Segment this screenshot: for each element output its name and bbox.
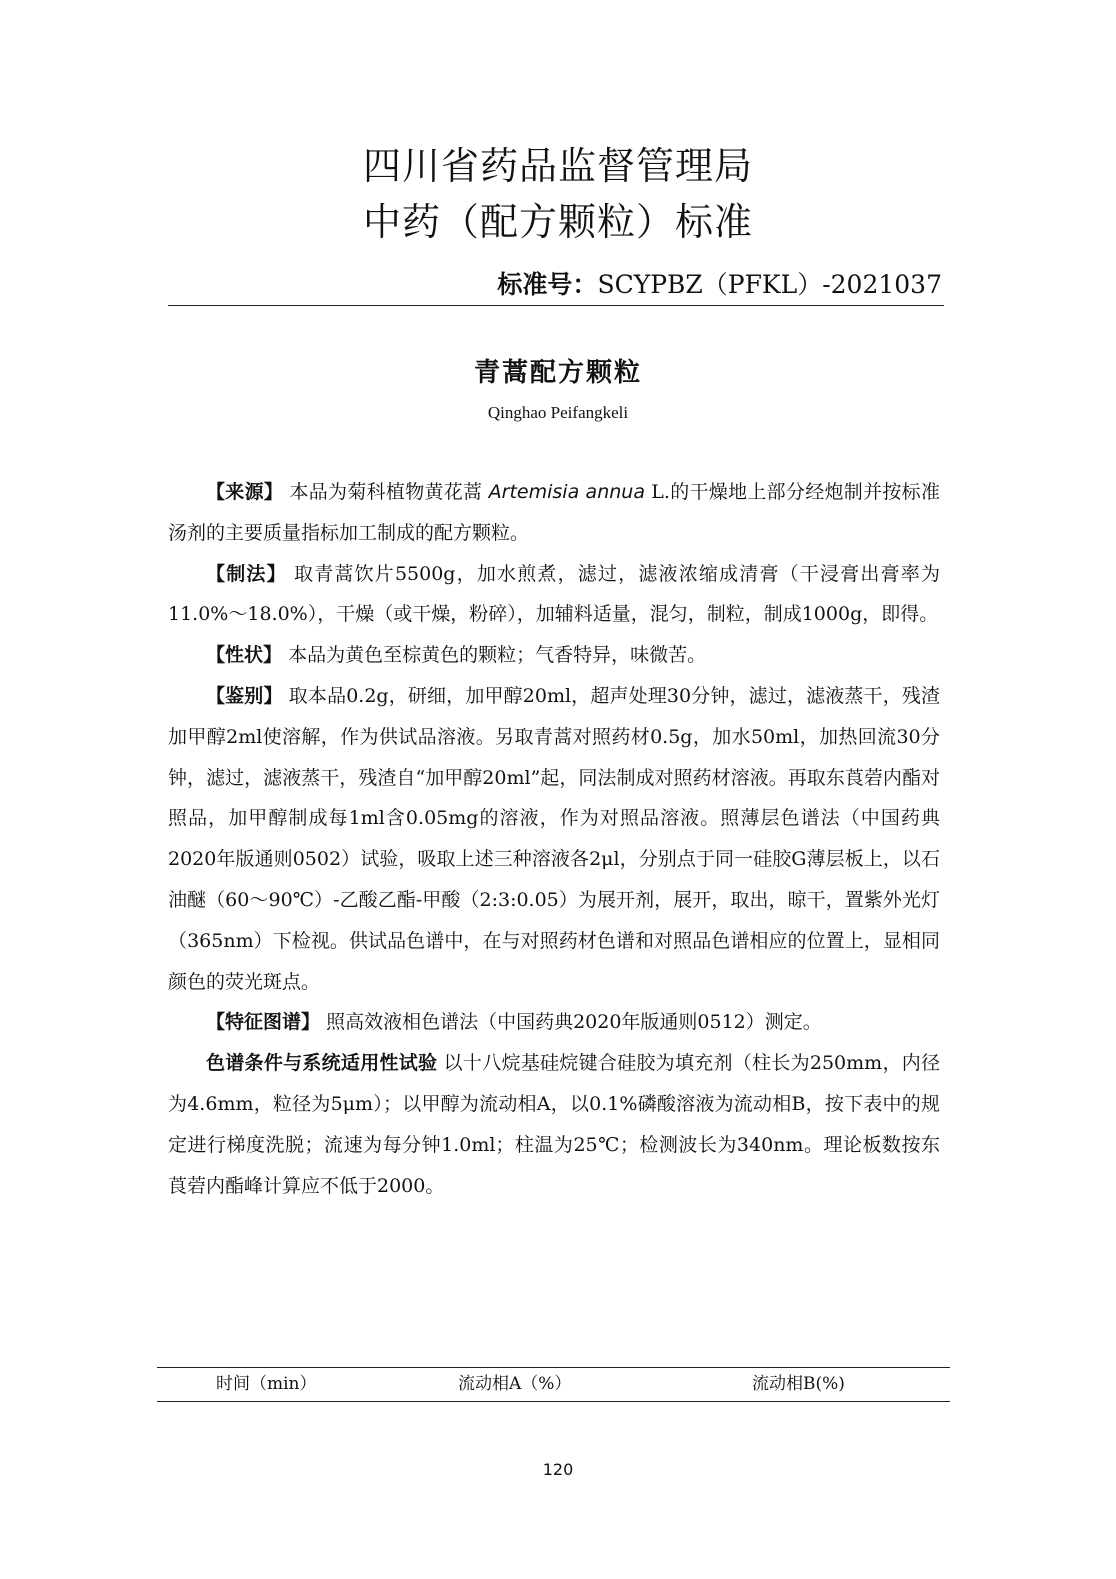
section-label: 色谱条件与系统适用性试验 xyxy=(206,1052,438,1075)
agency-title: 四川省药品监督管理局 xyxy=(362,144,753,188)
table-header-rule xyxy=(157,1401,950,1402)
header-divider xyxy=(168,305,944,306)
section-character xyxy=(168,635,940,676)
standard-number-label: 标准号： xyxy=(497,270,598,299)
drug-pinyin: Qinghao Peifangkeli xyxy=(487,403,629,422)
section-label: 【制法】 xyxy=(206,562,287,585)
monograph-body xyxy=(168,472,940,1206)
latin-name: Artemisia annua xyxy=(488,481,645,503)
section-text: 本品为菊科植物黄花蒿 xyxy=(289,481,483,503)
section-preparation xyxy=(168,554,940,636)
table-header-time: 时间（min） xyxy=(216,1374,317,1394)
section-identification xyxy=(168,676,940,1002)
drug-name: 青蒿配方颗粒 xyxy=(473,358,642,388)
section-chromatography xyxy=(168,1043,940,1206)
standard-number xyxy=(497,272,942,297)
standard-number-code: SCYPBZ（PFKL）-2021037 xyxy=(597,270,942,299)
section-label: 【来源】 xyxy=(206,481,284,503)
page-number: 120 xyxy=(542,1460,574,1479)
table-top-rule xyxy=(157,1367,950,1368)
section-text: 以十八烷基硅烷键合硅胶为填充剂（柱长为250mm，内径为4.6mm，粒径为5μm）；以甲醇为流动相A，以0.1%磷酸溶液为流动相B，按下表中的规定进行梯度洗脱；流速为每分钟1.0ml；柱温为25℃；检测波长为340nm。理论板数按东莨菪内酯峰计算应不低于2000。 xyxy=(168,1052,940,1197)
section-text: 取青蒿饮片5500g，加水煎煮，滤过，滤液浓缩成清膏（干浸膏出膏率为11.0%～18.0%），干燥（或干燥，粉碎），加辅料适量，混匀，制粒，制成1000g，即得。 xyxy=(168,562,940,626)
section-text: 本品为黄色至棕黄色的颗粒；气香特异，味微苦。 xyxy=(288,644,707,667)
section-label: 【性状】 xyxy=(206,644,283,667)
section-fingerprint xyxy=(168,1002,940,1043)
section-text: 取本品0.2g，研细，加甲醇20ml，超声处理30分钟，滤过，滤液蒸干，残渣加甲醇2ml使溶解，作为供试品溶液。另取青蒿对照药材0.5g，加水50ml，加热回流30分钟，滤过，滤液蒸干，残渣自“加甲醇20ml”起，同法制成对照药材溶液。再取东莨菪内酯对照品，加甲醇制成每1ml含0.05mg的溶液，作为对照品溶液。照薄层色谱法（中国药典2020年版通则0502）试验，吸取上述三种溶液各2μl，分别点于同一硅胶G薄层板上，以石油醚（60～90℃）-乙酸乙酯-甲酸（2:3:0.05）为展开剂，展开，取出，晾干，置紫外光灯（365nm）下检视。供试品色谱中，在与对照药材色谱和对照品色谱相应的位置上，显相同颜色的荧光斑点。 xyxy=(168,684,940,993)
section-text: L.的干燥地上部分经炮制并按标准汤剂的主要质量指标加工制成的配方颗粒。 xyxy=(168,481,940,544)
section-source xyxy=(168,472,940,554)
standard-title: 中药（配方颗粒）标准 xyxy=(362,200,753,244)
table-header-phase-a: 流动相A（%） xyxy=(458,1374,572,1394)
section-text: 照高效液相色谱法（中国药典2020年版通则0512）测定。 xyxy=(326,1011,822,1034)
table-header-phase-b: 流动相B(%) xyxy=(752,1374,845,1394)
section-label: 【特征图谱】 xyxy=(206,1011,321,1034)
section-label: 【鉴别】 xyxy=(206,684,283,707)
